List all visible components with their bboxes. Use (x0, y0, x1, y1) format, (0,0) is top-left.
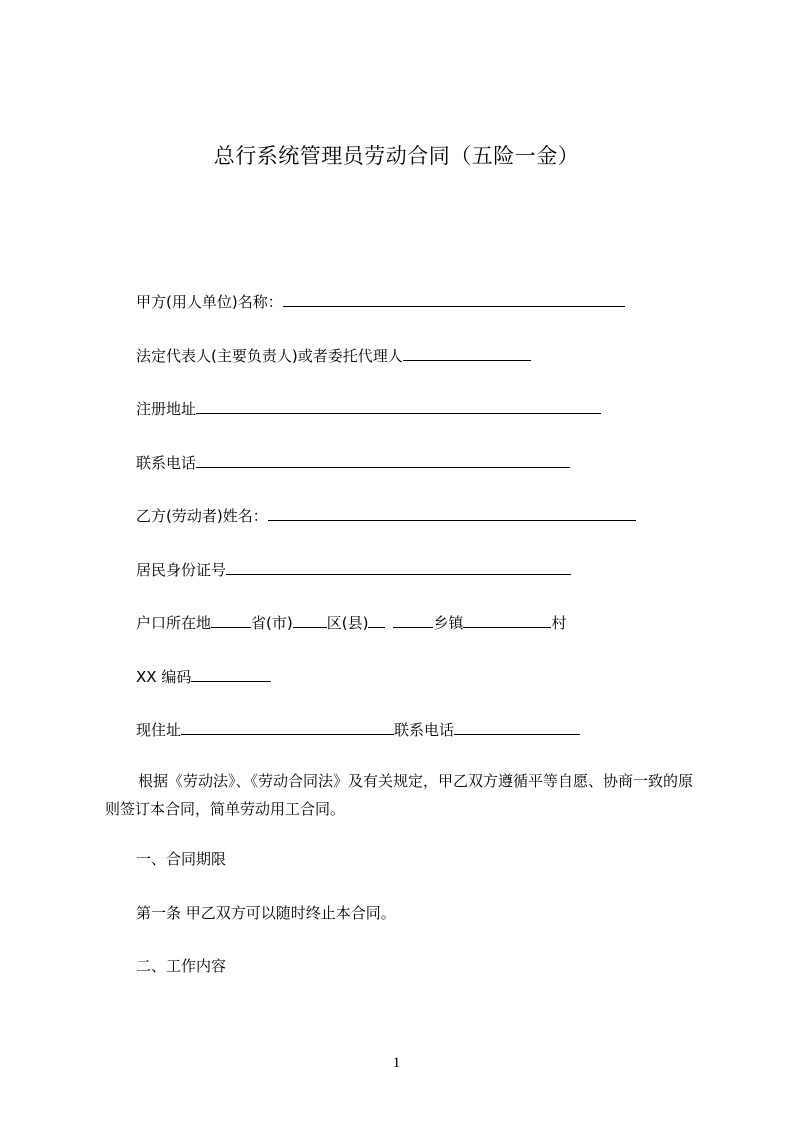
page-number: 1 (392, 1055, 401, 1071)
legal-rep-label: 法定代表人(主要负责人)或者委托代理人 (136, 347, 403, 365)
phone-blank[interactable] (196, 452, 570, 468)
legal-rep-line (136, 345, 531, 366)
current-address-blank[interactable] (181, 719, 394, 735)
phone-label: 联系电话 (136, 454, 197, 472)
hukou-line (136, 612, 566, 633)
party-b-line (136, 505, 636, 526)
district-label: 区(县) (326, 614, 369, 632)
address-blank[interactable] (196, 398, 601, 414)
postcode-label: XX 编码 (136, 668, 192, 686)
phone-line (136, 452, 570, 473)
legal-rep-blank[interactable] (403, 345, 531, 361)
section-1-heading: 一、合同期限 (136, 850, 227, 868)
district-blank[interactable] (293, 612, 327, 628)
party-a-line (136, 291, 625, 312)
province-label: 省(市) (251, 614, 293, 632)
town-blank[interactable] (393, 612, 433, 628)
province-blank[interactable] (211, 612, 251, 628)
postcode-blank[interactable] (191, 666, 271, 682)
party-b-blank[interactable] (268, 505, 636, 521)
party-a-label: 甲方(用人单位)名称： (136, 293, 283, 311)
id-number-line (136, 559, 571, 580)
postcode-line (136, 666, 271, 687)
address-label: 注册地址 (136, 400, 197, 418)
village-label: 村 (551, 614, 567, 632)
id-number-blank[interactable] (226, 559, 571, 575)
address-line (136, 398, 601, 419)
contact-phone-label: 联系电话 (394, 721, 455, 739)
village-blank[interactable] (463, 612, 551, 628)
document-title: 总行系统管理员劳动合同（五险一金） (213, 144, 580, 168)
article-1: 第一条 甲乙双方可以随时终止本合同。 (136, 904, 396, 922)
current-address-label: 现住址 (136, 721, 182, 739)
town-label: 乡镇 (433, 614, 464, 632)
intro-paragraph: 根据《劳动法》、《劳动合同法》及有关规定，甲乙双方遵循平等自愿、协商一致的原则签订本合同，简单劳动用工合同。 (105, 772, 694, 818)
section-2-heading: 二、工作内容 (136, 957, 227, 975)
hukou-label: 户口所在地 (136, 614, 212, 632)
party-b-label: 乙方(劳动者)姓名： (136, 507, 268, 525)
id-number-label: 居民身份证号 (136, 561, 227, 579)
party-a-blank[interactable] (283, 291, 625, 307)
district-extra-blank[interactable] (368, 612, 385, 628)
current-address-line (136, 719, 580, 740)
contact-phone-blank[interactable] (454, 719, 580, 735)
